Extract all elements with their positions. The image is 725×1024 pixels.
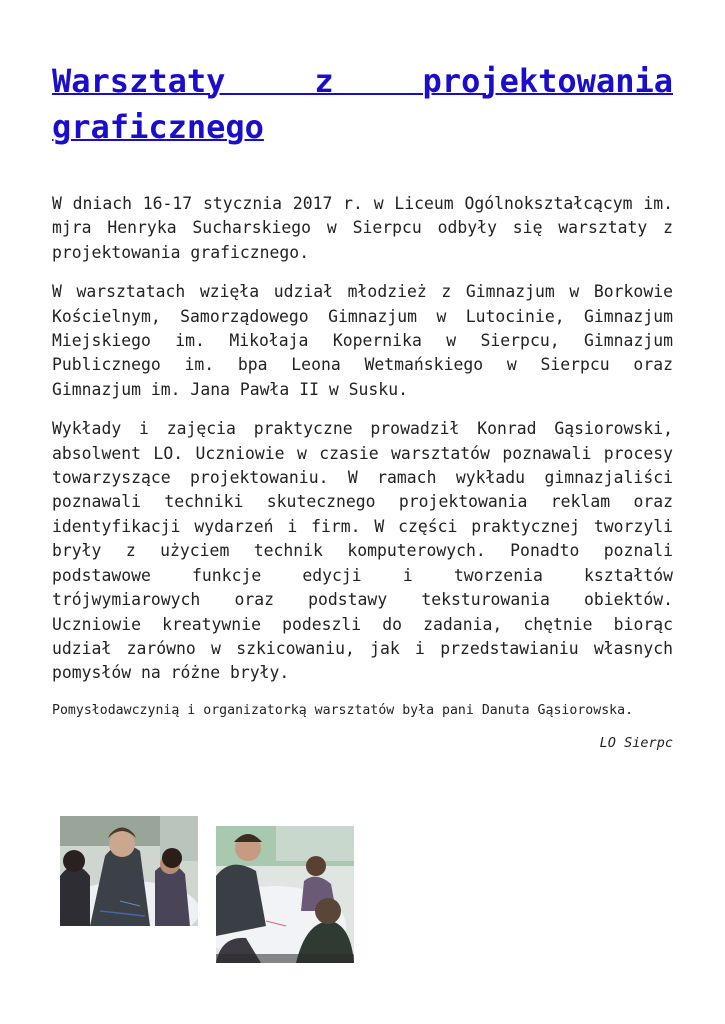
article-title xyxy=(52,58,673,150)
organizer-note: Pomysłodawczynią i organizatorką warsztatów była pani Danuta Gąsiorowska. xyxy=(52,702,634,718)
article xyxy=(52,58,673,770)
paragraph-intro: W dniach 16-17 stycznia 2017 r. w Liceum Ogólnokształcącym im. mjra Henryka Sucharskiego w Sierpcu odbyły się warsztaty z projektowania graficznego. xyxy=(52,194,673,262)
workshop-photo-2[interactable] xyxy=(216,826,354,963)
article-title-link[interactable]: Warsztaty z projektowania graficznego xyxy=(52,62,673,146)
workshop-photo-1[interactable] xyxy=(60,816,198,926)
article-body xyxy=(52,192,673,755)
paragraph-participants: W warsztatach wzięła udział młodzież z Gimnazjum w Borkowie Kościelnym, Samorządowego Gimnazjum w Lutocinie, Gimnazjum Miejskiego im. Mikołaja Kopernika w Sierpcu, Gimnazjum Publicznego im. bpa Leona Wetmańskiego w Sierpcu oraz Gimnazjum im. Jana Pawła II w Susku. xyxy=(52,282,673,399)
paragraph-description: Wykłady i zajęcia praktyczne prowadził Konrad Gąsiorowski, absolwent LO. Uczniowie w czasie warsztatów poznawali procesy towarzyszące projektowaniu. W ramach wykładu gimnazjaliści poznawali techniki skutecznego projektowania reklam oraz identyfikacji wydarzeń i firm. W części praktycznej tworzyli bryły z użyciem technik komputerowych. Ponadto poznali podstawowe funkcje edycji i tworzenia kształtów trójwymiarowych oraz podstawy teksturowania obiektów. Uczniowie kreatywnie podeszli do zadania, chętnie biorąc udział zarówno w szkicowaniu, jak i przedstawianiu własnych pomysłów na różne bryły. xyxy=(52,419,673,683)
signature: LO Sierpc xyxy=(599,734,673,751)
